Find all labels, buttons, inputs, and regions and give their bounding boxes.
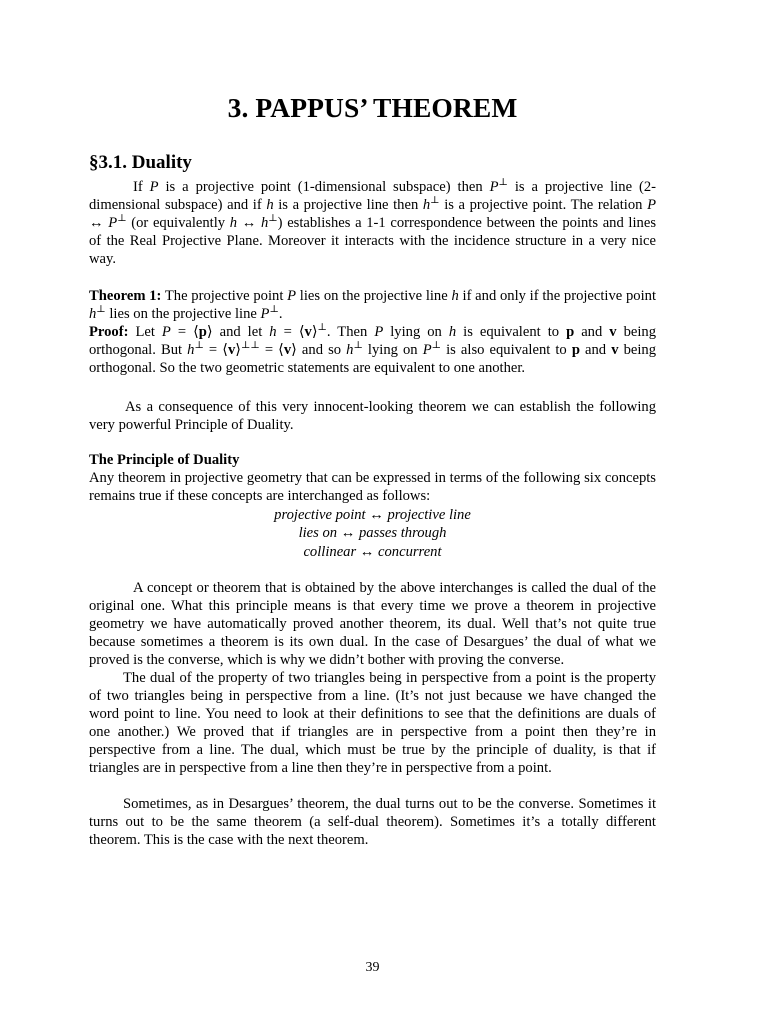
- math-var: h: [269, 324, 277, 341]
- perp-symbol: ⊥: [117, 213, 127, 225]
- text: lying on: [383, 324, 449, 341]
- math-vector: v: [227, 342, 236, 359]
- perp-symbol: ⊥⊥: [240, 340, 260, 352]
- text: = ⟨: [259, 342, 284, 359]
- text: is a projective point. The relation: [439, 197, 648, 214]
- math-var: h: [229, 215, 238, 232]
- math-vector: p: [198, 324, 207, 341]
- page-number: 39: [365, 960, 380, 975]
- duality-pair: collinear ↔ concurrent: [303, 544, 442, 560]
- math-var: h: [422, 197, 431, 214]
- text: is a projective line (2-dimensional subspace) and if: [89, 179, 656, 214]
- text: is a projective line then: [273, 197, 423, 214]
- text: ) establishes a 1-1 correspondence between the points and lines of the Real Projective Plane. Moreover it interacts with the incidence structure in a very nice way.: [89, 215, 656, 268]
- text: = ⟨: [276, 324, 305, 341]
- text: ⟩: [311, 324, 318, 341]
- perp-symbol: ⊥: [194, 340, 204, 352]
- perp-symbol: ⊥: [430, 195, 440, 207]
- text: . Then: [326, 324, 375, 341]
- math-var: P: [149, 179, 159, 195]
- chapter-title: 3. PAPPUS’ THEOREM: [227, 92, 518, 123]
- text: and: [579, 342, 612, 359]
- perp-symbol: ⊥: [269, 304, 279, 316]
- math-vector: v: [283, 342, 292, 359]
- proof-label: Proof:: [89, 324, 129, 341]
- math-var: P: [489, 179, 499, 195]
- text: is a projective point (1-dimensional subspace) then: [158, 179, 490, 195]
- text: being orthogonal. So the two geometric statements are equivalent to one another.: [89, 342, 656, 377]
- math-vector: p: [571, 342, 580, 359]
- perp-symbol: ⊥: [498, 177, 508, 188]
- math-var: h: [451, 288, 459, 304]
- math-var: P: [647, 197, 656, 214]
- math-var: h: [266, 197, 274, 214]
- paragraph-perspective: The dual of the property of two triangles being in perspective from a point is the property of two triangles being in perspective from a line. (It’s not just because we have changed the word point to line. You need to look at their definitions to see that the definitions are duals of one another.) We proved that if triangles are in perspective from a point then they’re in perspective from a line. The dual, which must be true by the principle of duality, is that if triangles are in perspective from a line then they’re in perspective from a point.: [89, 670, 656, 777]
- math-var: P: [287, 288, 297, 304]
- text: ⟩: [235, 342, 241, 359]
- text: If: [133, 179, 150, 195]
- text: = ⟨: [170, 324, 199, 341]
- math-var: h: [89, 306, 97, 323]
- perp-symbol: ⊥: [317, 322, 327, 334]
- text: and: [574, 324, 610, 341]
- duality-pair: lies on ↔ passes through: [298, 525, 447, 541]
- duality-pair: projective point ↔ projective line: [274, 507, 471, 523]
- perp-symbol: ⊥: [96, 304, 106, 316]
- text: is also equivalent to: [441, 342, 572, 359]
- principle-heading: The Principle of Duality: [89, 452, 240, 468]
- theorem-1: [89, 287, 656, 377]
- perp-symbol: ⊥: [431, 340, 442, 352]
- paragraph-dual-concept: A concept or theorem that is obtained by the above interchanges is called the dual of the original one. What this principle means is that every time we prove a theorem in projective geometry we have automatically proved another theorem, its dual. Well that’s not quite true because sometimes a theorem is its own dual. In the case of Desargues’ the dual of what we proved is the converse, which is why we didn’t bother with proving the converse.: [89, 580, 656, 669]
- math-vector: v: [611, 342, 619, 359]
- principle-body: Any theorem in projective geometry that can be expressed in terms of the following six concepts remains true if these concepts are interchanged as follows:: [89, 470, 656, 505]
- paragraph-converse: Sometimes, as in Desargues’ theorem, the dual turns out to be the converse. Sometimes it turns out to be the same theorem (a self-dual theorem). Sometimes it’s a totally different theorem. This is the case with the next theorem.: [89, 796, 656, 849]
- theorem-label: Theorem 1:: [89, 288, 162, 304]
- text: The projective point: [161, 288, 288, 304]
- text: being orthogonal. But: [89, 324, 657, 359]
- text: Let: [128, 324, 162, 341]
- math-var: P: [161, 324, 171, 341]
- section-heading: §3.1. Duality: [89, 152, 192, 173]
- text: ⟩ and let: [206, 324, 270, 341]
- math-vector: v: [609, 324, 617, 341]
- math-vector: p: [566, 324, 575, 341]
- math-var: h: [260, 215, 269, 232]
- math-vector: v: [304, 324, 312, 341]
- math-var: P: [374, 324, 384, 341]
- math-var: h: [448, 324, 457, 341]
- math-var: P: [260, 306, 270, 323]
- perp-symbol: ⊥: [353, 340, 363, 352]
- math-var: P: [108, 215, 118, 232]
- text: = ⟨: [203, 342, 228, 359]
- text: lies on the projective line: [296, 288, 452, 304]
- math-var: h: [187, 342, 195, 359]
- text: ⟩ and so: [291, 342, 347, 359]
- perp-symbol: ⊥: [268, 213, 278, 225]
- text: ↔: [89, 215, 109, 232]
- text: .: [278, 306, 283, 323]
- text: lying on: [362, 342, 423, 359]
- text: lies on the projective line: [105, 306, 261, 323]
- math-var: h: [346, 342, 354, 359]
- text: is equivalent to: [456, 324, 567, 341]
- paragraph-duality-intro: [89, 178, 656, 268]
- math-var: P: [422, 342, 432, 359]
- text: ↔: [237, 215, 261, 232]
- text: if and only if the projective point: [458, 288, 657, 304]
- text: (or equivalently: [126, 215, 230, 232]
- paragraph-consequence: As a consequence of this very innocent-looking theorem we can establish the following very powerful Principle of Duality.: [89, 399, 656, 434]
